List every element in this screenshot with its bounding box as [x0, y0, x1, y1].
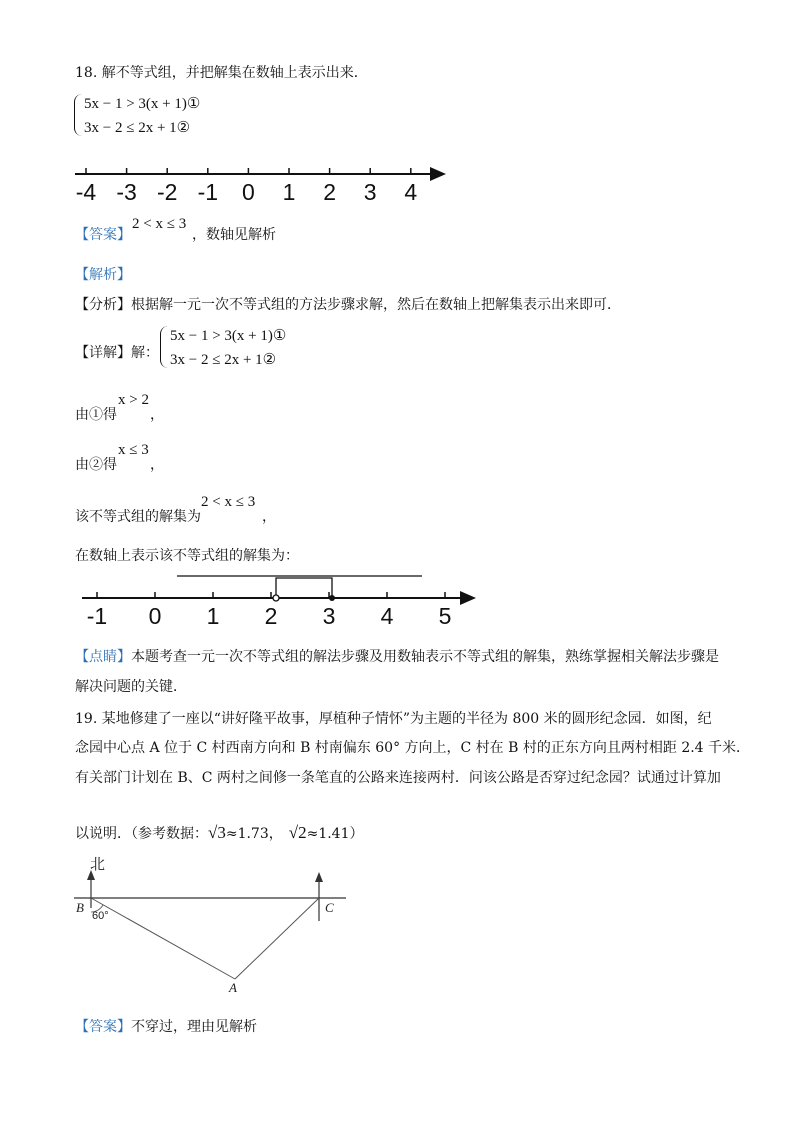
q18-answer-text: ，数轴见解析: [192, 227, 276, 243]
q18-prompt: 18. 解不等式组，并把解集在数轴上表示出来．: [75, 65, 368, 81]
tick-label-2: 2: [264, 603, 278, 629]
q19-answer: [75, 1018, 257, 1036]
label-C: C: [325, 900, 334, 915]
step3-text: 该不等式组的解集为: [75, 509, 201, 525]
dianjing-line1: [75, 648, 719, 666]
q18-ineq2: 3x − 2 ≤ 2x + 1②: [84, 120, 191, 136]
q19-answer-text: 不穿过，理由见解析: [131, 1019, 257, 1035]
tick-label-4: 4: [404, 179, 418, 205]
label-A: A: [229, 980, 237, 995]
analysis-tag: 【解析】: [75, 267, 131, 283]
q18-solution-number-line: [70, 568, 490, 630]
tick-label-3: 3: [322, 603, 336, 629]
tick-label-3: 3: [363, 179, 377, 205]
tick-label-1: 1: [282, 179, 296, 205]
tick-label--4: -4: [75, 179, 97, 205]
detail-tag: 【详解】: [75, 345, 131, 361]
fenxi-text: 根据解一元一次不等式组的方法步骤求解，然后在数轴上把解集表示出来即可．: [131, 297, 621, 313]
q18-brace: [74, 94, 83, 136]
angle-label: 60°: [92, 910, 109, 922]
label-B: B: [76, 900, 84, 915]
detail-brace: [160, 326, 169, 368]
q19-line1: 19. 某地修建了一座以“讲好隆平故事，厚植种子情怀”为主题的半径为 800 米的圆形纪念园．如图，纪: [75, 711, 712, 727]
q18-answer: [75, 226, 131, 244]
tick-label-0: 0: [242, 179, 255, 205]
step3-math: 2 < x ≤ 3: [201, 494, 256, 510]
step2-end: ，: [150, 457, 164, 473]
tick-label-5: 5: [438, 603, 452, 629]
axis-arrow: [460, 591, 476, 605]
solution-bar-x-le-3: [276, 578, 332, 598]
step2-text: 由②得: [75, 457, 117, 473]
q18-ineq1: 5x − 1 > 3(x + 1)①: [84, 96, 201, 112]
fenxi-tag: 【分析】: [75, 297, 131, 313]
tick-label--3: -3: [116, 179, 137, 205]
dianjing-tag: 【点睛】: [75, 649, 131, 665]
q19-line2: 念园中心点 A 位于 C 村西南方向和 B 村南偏东 60° 方向上，C 村在 B 村的正东方向且两村相距 2.4 千米．: [75, 740, 751, 756]
detail: [75, 344, 159, 362]
dianjing-line2: 解决问题的关键．: [75, 679, 187, 695]
q19-figure: [70, 853, 360, 998]
tick-label--1: -1: [86, 603, 108, 629]
q19-line3: 有关部门计划在 B、C 两村之间修一条笔直的公路来连接两村．问该公路是否穿过纪念园？试通过计算加: [75, 770, 721, 786]
sqrt3-value: ≈1.73，: [225, 826, 283, 842]
step1-text: 由①得: [75, 407, 117, 423]
axis-arrow: [430, 167, 446, 181]
segment-BA: [91, 898, 235, 979]
sqrt2: √2: [288, 823, 307, 842]
open-point-2: [273, 595, 279, 601]
tick-label--2: -2: [156, 179, 178, 205]
q19-answer-tag: 【答案】: [75, 1019, 131, 1035]
tick-label-2: 2: [323, 179, 336, 205]
detail-text: 解：: [131, 345, 159, 361]
solid-point-3: [329, 595, 335, 601]
ref-data-label: 以说明．（参考数据：: [75, 826, 208, 842]
step3-end: ，: [262, 509, 276, 525]
north-arrowhead-C: [315, 872, 323, 882]
tick-label--1: -1: [197, 179, 219, 205]
step1-end: ，: [150, 407, 164, 423]
step1-math: x > 2: [118, 392, 149, 408]
sqrt2-value: ≈1.41）: [306, 826, 364, 842]
north-label: 北: [90, 856, 106, 873]
segment-CA: [235, 898, 319, 979]
tick-label-4: 4: [380, 603, 394, 629]
step4-text: 在数轴上表示该不等式组的解集为：: [75, 548, 299, 564]
q19-line4: [75, 824, 364, 843]
dianjing-text: 本题考查一元一次不等式组的解法步骤及用数轴表示不等式组的解集，熟练掌握相关解法步骤是: [131, 649, 719, 665]
q18-answer-math: 2 < x ≤ 3: [132, 216, 187, 232]
tick-label-1: 1: [206, 603, 220, 629]
q18-number-line: [60, 160, 460, 210]
tick-label-0: 0: [148, 603, 162, 629]
detail-ineq2: 3x − 2 ≤ 2x + 1②: [170, 352, 277, 368]
fenxi: [75, 296, 621, 314]
answer-tag: 【答案】: [75, 227, 131, 243]
sqrt3: √3: [208, 823, 226, 842]
detail-ineq1: 5x − 1 > 3(x + 1)①: [170, 328, 287, 344]
step2-math: x ≤ 3: [118, 442, 149, 458]
